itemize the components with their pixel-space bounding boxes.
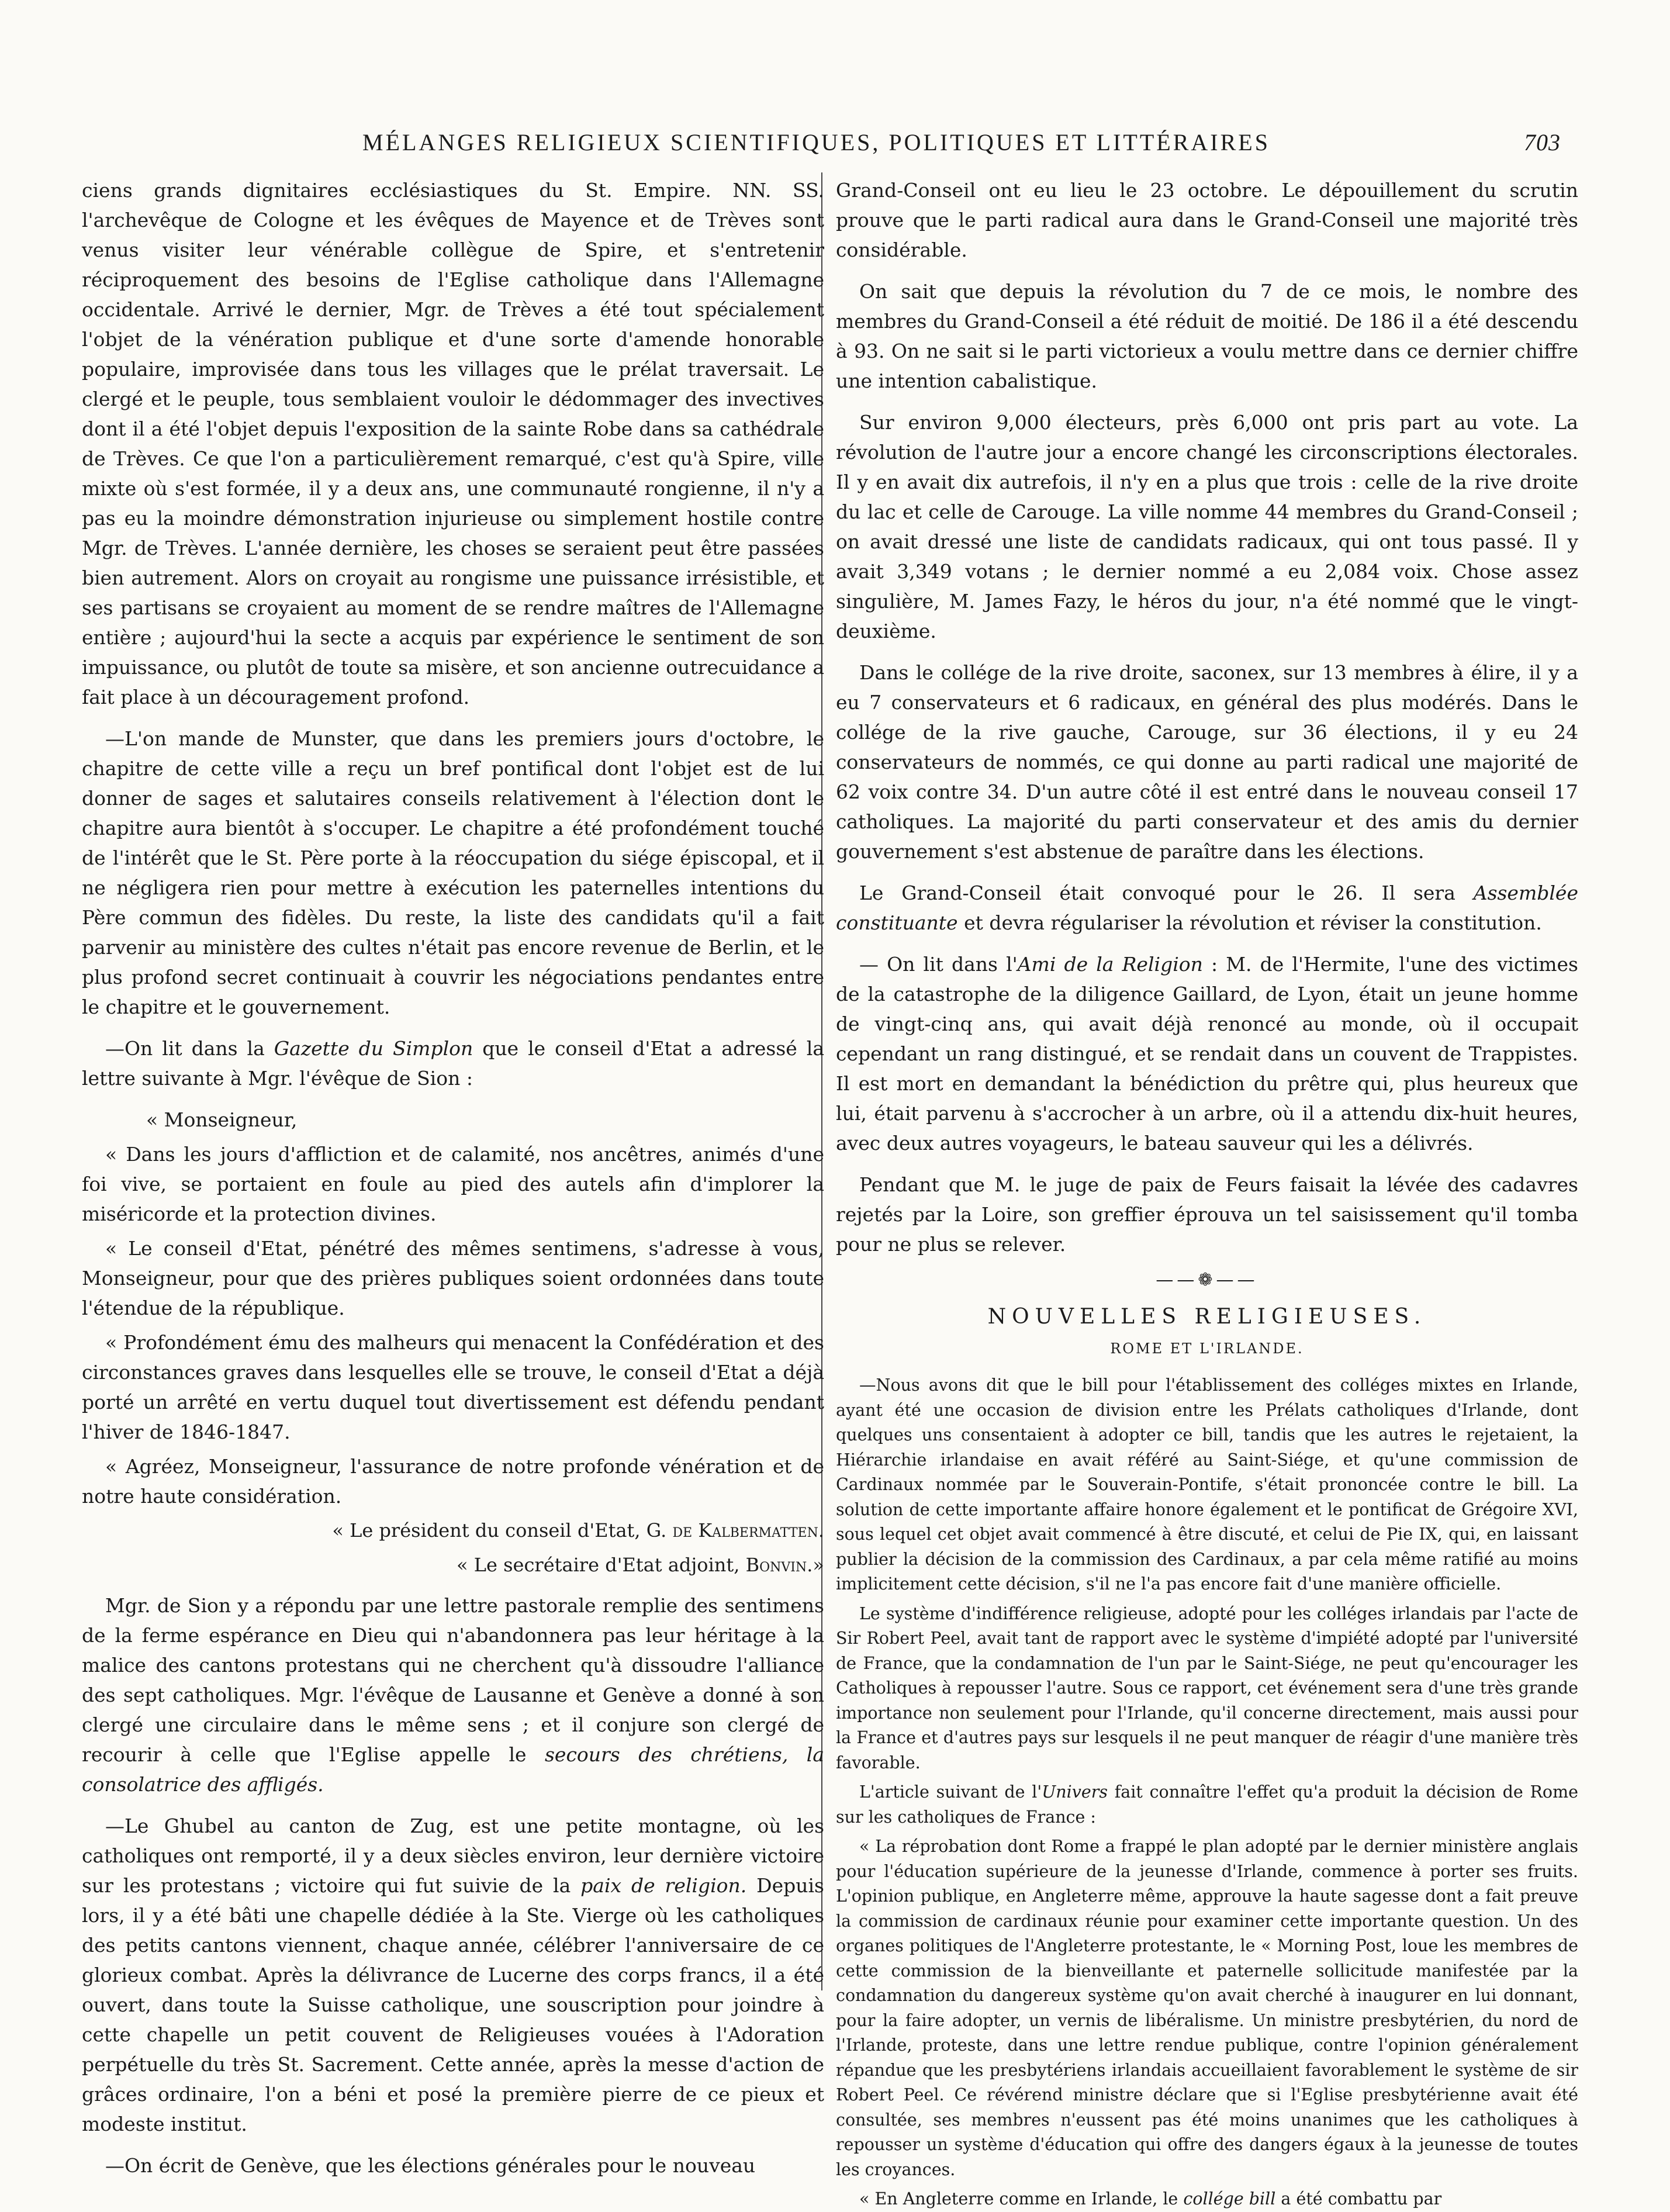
letter-paragraph: « Le conseil d'Etat, pénétré des mêmes sentimens, s'adresse à vous, Monseigneur, pour que des prières publiques soient ordonnées dans toute l'étendue de la république.	[82, 1237, 824, 1319]
paragraph-feurs: Pendant que M. le juge de paix de Feurs faisait la lévée des cadavres rejetés par la Loire, son greffier éprouva un tel saisissement qu'il tomba pour ne plus se relever.	[836, 1173, 1578, 1256]
paragraph-bill: —Nous avons dit que le bill pour l'établissement des colléges mixtes en Irlande, ayant été une occasion de division entre les Prélats catholiques d'Irlande, dont quelques uns consentaient à adopter ce bill, tandis que les autres le rejetaient, la Hiérarchie irlandaise en avait référé au Saint-Siége, et qu'une commission de Cardinaux nommée par le Souverain-Pontife, s'était prononcée contre le bill. La solution de cette importante affaire honore également et le pontificat de Grégoire XVI, sous lequel cet objet avait commencé à être discuté, et celui de Pie IX, qui, en laissant publier la décision de la commission des Cardinaux, a par cela même ratifié au moins implicitement cette décision, s'il ne l'a pas encore fait d'une manière officielle.	[836, 1375, 1578, 1594]
paragraph-colleges: Dans le collége de la rive droite, saconex, sur 13 membres à élire, il y a eu 7 conservateurs et 6 radicaux, en général des plus modérés. Dans le collége de la rive gauche, Carouge, sur 36 élections, il y eu 24 conservateurs de nommés, ce qui donne au parti radical une majorité de 62 voix contre 34. D'un autre côté il est entré dans le nouveau conseil 17 catholiques. La majorité du parti conservateur et des amis du dernier gouvernement s'est abstenue de paraître dans les élections.	[836, 661, 1578, 863]
paragraph-ghubel: —Le Ghubel au canton de Zug, est une petite montagne, où les catholiques ont remporté, il y a deux siècles environ, leur dernière victoire sur les protestans ; victoire qui fut suivie de la paix de religion. Depuis lors, il y a été bâti une chapelle dédiée à la Ste. Vierge où les catholiques des petits cantons viennent, chaque année, célébrer l'anniversaire de ce glorieux combat. Après la délivrance de Lucerne des corps francs, il a été ouvert, dans toute la Suisse catholique, une souscription pour joindre à cette chapelle un petit couvent de Religieuses vouées à l'Adoration perpétuelle du très St. Sacrement. Cette année, après la messe d'action de grâces ordinaire, l'on a béni et posé la première pierre de ce pieux et modeste institut.	[82, 1814, 824, 2135]
paragraph-geneve: —On écrit de Genève, que les élections générales pour le nouveau	[105, 2154, 756, 2177]
signature-secretaire: « Le secrétaire d'Etat adjoint, Bonvin.»	[457, 1554, 824, 1576]
section-subtitle: ROME ET L'IRLANDE.	[1110, 1340, 1304, 1357]
paragraph-spire: ciens grands dignitaires ecclésiastiques du St. Empire. NN. SS. l'archevêque de Cologne et les évêques de Mayence et de Trèves sont venus visiter leur vénérable collègue de Spire, et s'entretenir réciproquement des besoins de l'Eglise catholique dans l'Allemagne occidentale. Arrivé le dernier, Mgr. de Trèves a été tout spécialement l'objet de la vénération publique et d'une sorte d'amende honorable populaire, improvisée dans tous les villages que le prélat traversait. Le clergé et le peuple, tous semblaient vouloir le dédommager des invectives dont il a été l'objet depuis l'exposition de la sainte Robe dans sa cathédrale de Trèves. Ce que l'on a particulièrement remarqué, c'est qu'à Spire, ville mixte où s'est formée, il y a deux ans, une communauté rongienne, il n'y a pas eu la moindre démonstration injurieuse ou simplement hostile contre Mgr. de Trèves. L'année dernière, les choses se seraient peut être passées bien autrement. Alors on croyait au rongisme une puissance irrésistible, et ses partisans se croyaient au moment de se rendre maîtres de l'Allemagne entière ; aujourd'hui la secte a acquis par expérience le sentiment de son impuissance, ou plutôt de toute sa misère, et son ancienne outrecuidance a fait place à un découragement profond.	[82, 179, 824, 708]
ornament-divider: ——❁——	[1156, 1270, 1258, 1290]
paragraph-convocation: Le Grand-Conseil était convoqué pour le 26. Il sera Assemblée constituante et devra régulariser la révolution et réviser la constitution.	[836, 882, 1578, 934]
paragraph-electeurs: Sur environ 9,000 électeurs, près 6,000 ont pris part au vote. La révolution de l'autre jour a encore changé les circonscriptions électorales. Il y en avait dix autrefois, il n'y en a plus que trois : celle de la rive droite du lac et celle de Carouge. La ville nomme 44 membres du Grand-Conseil ; on avait dressé une liste de candidats radicaux, qui ont tous passé. Il y avait 3,349 votans ; le dernier nommé a eu 2,084 voix. Chose assez singulière, M. James Fazy, le héros du jour, n'a été nommé que le vingt-deuxième.	[836, 411, 1578, 642]
section-title: NOUVELLES RELIGIEUSES.	[987, 1305, 1427, 1329]
running-header	[362, 129, 1561, 164]
paragraph-univers: L'article suivant de l'Univers fait connaître l'effet qu'a produit la décision de Rome sur les catholiques de France :	[836, 1782, 1578, 1827]
paragraph-hermite: — On lit dans l'Ami de la Religion : M. de l'Hermite, l'une des victimes de la catastrophe de la diligence Gaillard, de Lyon, était un jeune homme de vingt-cinq ans, qui avait déjà renoncé au monde, où il occupait cependant un rang distingué, et se rendait dans un couvent de Trappistes. Il est mort en demandant la bénédiction du prêtre qui, plus heureux que lui, était parvenu à s'accrocher à un arbre, où il a attendu dix-huit heures, avec deux autres voyageurs, le bateau sauveur qui les a délivrés.	[836, 953, 1578, 1155]
letter-paragraph: « Agréez, Monseigneur, l'assurance de notre profonde vénération et de notre haute considération.	[82, 1455, 824, 1508]
letter-paragraph: « Profondément ému des malheurs qui menacent la Confédération et des circonstances graves dans lesquelles elle se trouve, le conseil d'Etat a déjà porté un arrêté en vertu duquel tout divertissement est défendu pendant l'hiver de 1846-1847.	[82, 1331, 824, 1443]
paragraph-munster: —L'on mande de Munster, que dans les premiers jours d'octobre, le chapitre de cette ville a reçu un bref pontifical dont l'objet est de lui donner de sages et salutaires conseils relativement à l'élection dont le chapitre aura bientôt à s'occuper. Le chapitre a été profondément touché de l'intérêt que le St. Père porte à la réoccupation du siége épiscopal, et il ne négligera rien pour mettre à exécution les paternelles intentions du Père commun des fidèles. Du reste, la liste des candidats qu'il a fait parvenir au ministère des cultes n'était pas encore revenue de Berlin, et le plus profond secret continuait à couvrir les négociations pendantes entre le chapitre et le gouvernement.	[82, 727, 824, 1018]
page-number: 703	[1524, 129, 1561, 155]
newspaper-title: Gazette du Simplon	[274, 1037, 473, 1060]
signature-president: « Le président du conseil d'Etat, G. de Kalbermatten.	[332, 1519, 824, 1542]
header-title: MÉLANGES RELIGIEUX SCIENTIFIQUES, POLITIQUES ET LITTÉRAIRES	[362, 129, 1270, 155]
paragraph-reprobation: « La réprobation dont Rome a frappé le plan adopté par le dernier ministère anglais pour l'éducation supérieure de la jeunesse d'Irlande, commence à porter ses fruits. L'opinion publique, en Angleterre même, approuve la haute sagesse dont a fait preuve la commission de cardinaux réunie pour examiner cette importante question. Un des organes politiques de l'Angleterre protestante, le « Morning Post, loue les membres de cette commission de la bienveillante et paternelle sollicitude manifestée par la condamnation du dangereux système qu'on avait cherché à inaugurer en lui donnant, pour la faire adopter, un vernis de libéralisme. Un ministre presbytérien, du nord de l'Irlande, proteste, dans une lettre rendue publique, contre l'opinion généralement répandue que les presbytériens irlandais accueillaient favorablement le système de sir Robert Peel. Ce révérend ministre déclare que si l'Eglise presbytérienne avait été consultée, ses membres n'eussent pas été moins unanimes que les catholiques à repousser un système d'éducation qui offre des dangers égaux à la jeunesse de toutes les croyances.	[836, 1837, 1578, 2179]
newspaper-title: Ami de la Religion	[1017, 953, 1203, 976]
paragraph-pastorale: Mgr. de Sion y a répondu par une lettre pastorale remplie des sentimens de la ferme espérance en Dieu qui n'abandonnera pas leur héritage à la malice des cantons protestans qui ne cherchent qu'à dissoudre l'alliance des sept catholiques. Mgr. l'évêque de Lausanne et Genève a donné à son clergé une circulaire dans le même sens ; et il conjure son clergé de recourir à celle que l'Eglise appelle le secours des chrétiens, la consolatrice des affligés.	[82, 1594, 824, 1796]
letter-paragraph: « Dans les jours d'affliction et de calamité, nos ancêtres, animés d'une foi vive, se portaient en foule au pied des autels afin d'implorer la miséricorde et la protection divines.	[82, 1143, 824, 1225]
paragraph-college-bill: « En Angleterre comme en Irlande, le collége bill a été combattu par	[859, 2189, 1442, 2208]
right-column	[836, 175, 1578, 2208]
section-body	[836, 1373, 1578, 2212]
letter-conseil-etat	[82, 1105, 824, 1580]
paragraph-grand-conseil: Grand-Conseil ont eu lieu le 23 octobre. Le dépouillement du scrutin prouve que le parti radical aura dans le Grand-Conseil une majorité très considérable.	[836, 179, 1578, 261]
paragraph-sion-intro: —On lit dans la Gazette du Simplon que le conseil d'Etat a adressé la lettre suivante à Mgr. l'évêque de Sion :	[82, 1037, 824, 1090]
left-column	[82, 175, 824, 2177]
paragraph-membres: On sait que depuis la révolution du 7 de ce mois, le nombre des membres du Grand-Conseil a été réduit de moitié. De 186 il a été descendu à 93. On ne sait si le parti victorieux a voulu mettre dans ce dernier chiffre une intention cabalistique.	[836, 280, 1578, 392]
paragraph-systeme: Le système d'indifférence religieuse, adopté pour les colléges irlandais par l'acte de Sir Robert Peel, avait tant de rapport avec le système d'impiété adopté par l'université de France, que la condamnation de l'un par le Saint-Siége, ne peut qu'encourager les Catholiques à repousser l'autre. Sous ce rapport, cet événement sera d'une très grande importance non seulement pour l'Irlande, qu'il concerne directement, mais aussi pour la France et d'autres pays sur lesquels il ne peut manquer de réagir d'une manière très favorable.	[836, 1603, 1578, 1772]
letter-salutation: « Monseigneur,	[146, 1108, 298, 1131]
